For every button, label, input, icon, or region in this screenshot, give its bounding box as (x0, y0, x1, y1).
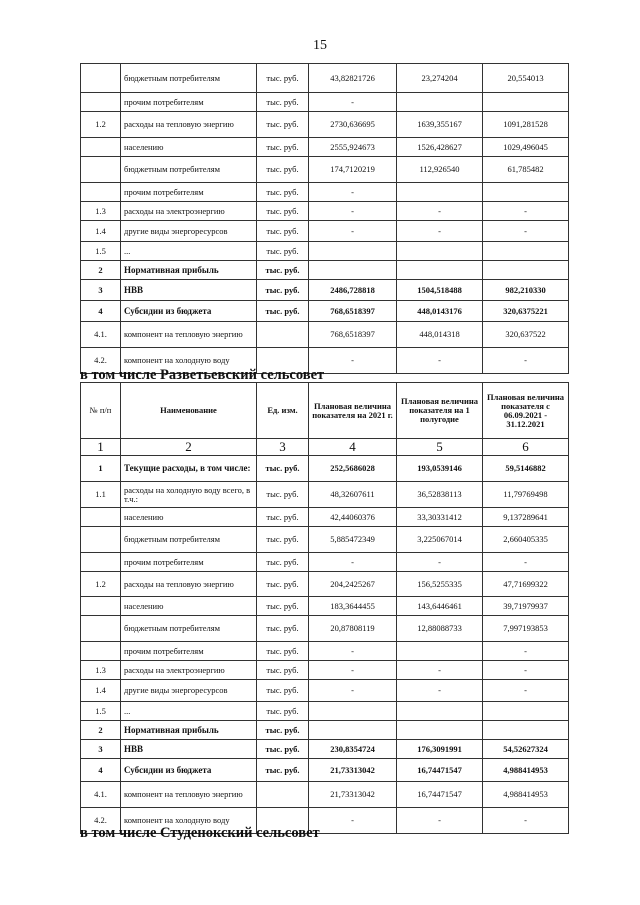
table-row (81, 527, 569, 553)
plan-half-year (397, 93, 483, 112)
header-plan-half-year: Плановая величина показателя на 1 полугодие (397, 383, 483, 439)
row-number: 4 (81, 301, 121, 322)
plan-half-year: - (397, 348, 483, 374)
row-number: 1.5 (81, 242, 121, 261)
table-row (81, 93, 569, 112)
unit: тыс. руб. (257, 242, 309, 261)
plan-sep-dec: - (483, 808, 569, 834)
plan-sep-dec: 2,660405335 (483, 527, 569, 553)
plan-2021: 2555,924673 (309, 138, 397, 157)
table-row (81, 64, 569, 93)
table-row (81, 553, 569, 572)
item-name: другие виды энергоресурсов (121, 221, 257, 242)
plan-2021 (309, 242, 397, 261)
row-number: 1.2 (81, 112, 121, 138)
row-number: 4 (81, 759, 121, 782)
table-row (81, 721, 569, 740)
item-name: ... (121, 702, 257, 721)
unit: тыс. руб. (257, 202, 309, 221)
row-number (81, 508, 121, 527)
plan-sep-dec: - (483, 642, 569, 661)
plan-half-year: - (397, 661, 483, 680)
plan-2021: 204,2425267 (309, 572, 397, 597)
plan-sep-dec (483, 702, 569, 721)
plan-half-year (397, 642, 483, 661)
item-name: другие виды энергоресурсов (121, 680, 257, 702)
item-name: расходы на холодную воду всего, в т.ч.: (121, 482, 257, 508)
column-number: 5 (397, 439, 483, 456)
plan-sep-dec (483, 93, 569, 112)
item-name: расходы на электроэнергию (121, 661, 257, 680)
plan-sep-dec: 320,6375221 (483, 301, 569, 322)
table-row (81, 280, 569, 301)
item-name: Нормативная прибыль (121, 261, 257, 280)
plan-half-year (397, 721, 483, 740)
plan-half-year: 156,5255335 (397, 572, 483, 597)
plan-half-year: 3,225067014 (397, 527, 483, 553)
table-row (81, 759, 569, 782)
row-number: 1.3 (81, 202, 121, 221)
table-row (81, 138, 569, 157)
unit: тыс. руб. (257, 721, 309, 740)
row-number (81, 553, 121, 572)
row-number: 1 (81, 456, 121, 482)
plan-sep-dec: - (483, 221, 569, 242)
unit: тыс. руб. (257, 301, 309, 322)
plan-half-year: - (397, 553, 483, 572)
unit: тыс. руб. (257, 702, 309, 721)
unit: тыс. руб. (257, 138, 309, 157)
plan-half-year: 1526,428627 (397, 138, 483, 157)
plan-2021: 252,5686028 (309, 456, 397, 482)
column-number: 6 (483, 439, 569, 456)
item-name: населению (121, 597, 257, 616)
plan-half-year: - (397, 680, 483, 702)
table-row (81, 202, 569, 221)
plan-2021: 21,73313042 (309, 759, 397, 782)
item-name: Текущие расходы, в том числе: (121, 456, 257, 482)
plan-sep-dec: 4,988414953 (483, 782, 569, 808)
row-number (81, 616, 121, 642)
plan-sep-dec: 39,71979937 (483, 597, 569, 616)
unit: тыс. руб. (257, 642, 309, 661)
plan-sep-dec: 1029,496045 (483, 138, 569, 157)
plan-half-year: 1504,518488 (397, 280, 483, 301)
unit (257, 322, 309, 348)
table-row (81, 322, 569, 348)
column-number: 2 (121, 439, 257, 456)
table-row (81, 597, 569, 616)
plan-half-year: 1639,355167 (397, 112, 483, 138)
plan-sep-dec: 320,637522 (483, 322, 569, 348)
plan-half-year: - (397, 808, 483, 834)
plan-sep-dec: 54,52627324 (483, 740, 569, 759)
row-number: 1.2 (81, 572, 121, 597)
plan-half-year (397, 702, 483, 721)
row-number: 1.4 (81, 221, 121, 242)
unit: тыс. руб. (257, 616, 309, 642)
table-header-row (81, 383, 569, 439)
plan-half-year: 36,52838113 (397, 482, 483, 508)
item-name: населению (121, 138, 257, 157)
unit: тыс. руб. (257, 64, 309, 93)
item-name: расходы на тепловую энергию (121, 112, 257, 138)
table-row (81, 112, 569, 138)
item-name: НВВ (121, 740, 257, 759)
unit: тыс. руб. (257, 482, 309, 508)
unit: тыс. руб. (257, 93, 309, 112)
unit: тыс. руб. (257, 183, 309, 202)
unit: тыс. руб. (257, 112, 309, 138)
unit: тыс. руб. (257, 527, 309, 553)
row-number: 2 (81, 261, 121, 280)
plan-half-year: 176,3091991 (397, 740, 483, 759)
plan-sep-dec: - (483, 661, 569, 680)
plan-sep-dec: - (483, 553, 569, 572)
plan-sep-dec: 59,5146882 (483, 456, 569, 482)
plan-2021 (309, 261, 397, 280)
item-name: компонент на тепловую энергию (121, 322, 257, 348)
plan-sep-dec: - (483, 348, 569, 374)
plan-2021: - (309, 221, 397, 242)
table-row (81, 782, 569, 808)
row-number: 1.5 (81, 702, 121, 721)
plan-sep-dec: 9,137289641 (483, 508, 569, 527)
plan-half-year: 33,30331412 (397, 508, 483, 527)
row-number (81, 138, 121, 157)
item-name: расходы на тепловую энергию (121, 572, 257, 597)
item-name: Субсидии из бюджета (121, 301, 257, 322)
header-num: № п/п (81, 383, 121, 439)
item-name: бюджетным потребителям (121, 64, 257, 93)
plan-sep-dec: - (483, 202, 569, 221)
plan-sep-dec (483, 242, 569, 261)
item-name: бюджетным потребителям (121, 157, 257, 183)
table-row (81, 183, 569, 202)
plan-2021 (309, 702, 397, 721)
plan-sep-dec: - (483, 680, 569, 702)
table-row (81, 157, 569, 183)
column-number: 1 (81, 439, 121, 456)
row-number: 1.4 (81, 680, 121, 702)
plan-sep-dec: 4,988414953 (483, 759, 569, 782)
plan-sep-dec: 47,71699322 (483, 572, 569, 597)
row-number: 1.3 (81, 661, 121, 680)
plan-sep-dec: 982,210330 (483, 280, 569, 301)
plan-2021: - (309, 348, 397, 374)
table-row (81, 508, 569, 527)
unit: тыс. руб. (257, 508, 309, 527)
unit: тыс. руб. (257, 680, 309, 702)
item-name: расходы на электроэнергию (121, 202, 257, 221)
item-name: компонент на холодную воду (121, 808, 257, 834)
item-name: ... (121, 242, 257, 261)
table-row (81, 661, 569, 680)
row-number (81, 527, 121, 553)
plan-2021: - (309, 680, 397, 702)
item-name: бюджетным потребителям (121, 527, 257, 553)
item-name: бюджетным потребителям (121, 616, 257, 642)
plan-half-year: - (397, 202, 483, 221)
unit: тыс. руб. (257, 740, 309, 759)
plan-2021: 21,73313042 (309, 782, 397, 808)
unit: тыс. руб. (257, 157, 309, 183)
header-plan-sep-dec: Плановая величина показателя с 06.09.2021 - 31.12.2021 (483, 383, 569, 439)
item-name: НВВ (121, 280, 257, 301)
row-number (81, 597, 121, 616)
header-plan-2021: Плановая величина показателя на 2021 г. (309, 383, 397, 439)
plan-half-year: 12,88088733 (397, 616, 483, 642)
plan-2021: 183,3644455 (309, 597, 397, 616)
plan-2021: 768,6518397 (309, 322, 397, 348)
plan-2021: - (309, 642, 397, 661)
plan-half-year (397, 242, 483, 261)
column-number: 4 (309, 439, 397, 456)
table-row (81, 680, 569, 702)
column-number-row (81, 439, 569, 456)
row-number: 4.1. (81, 782, 121, 808)
row-number (81, 93, 121, 112)
row-number: 4.1. (81, 322, 121, 348)
row-number (81, 64, 121, 93)
plan-half-year: 112,926540 (397, 157, 483, 183)
plan-2021: 42,44060376 (309, 508, 397, 527)
row-number: 3 (81, 280, 121, 301)
unit: тыс. руб. (257, 597, 309, 616)
item-name: прочим потребителям (121, 553, 257, 572)
plan-sep-dec (483, 261, 569, 280)
row-number: 1.1 (81, 482, 121, 508)
plan-sep-dec: 1091,281528 (483, 112, 569, 138)
item-name: прочим потребителям (121, 93, 257, 112)
plan-2021: - (309, 202, 397, 221)
plan-sep-dec: 7,997193853 (483, 616, 569, 642)
unit: тыс. руб. (257, 759, 309, 782)
item-name: прочим потребителям (121, 642, 257, 661)
row-number (81, 157, 121, 183)
table-row (81, 456, 569, 482)
plan-2021: 174,7120219 (309, 157, 397, 183)
plan-2021: - (309, 661, 397, 680)
column-number: 3 (257, 439, 309, 456)
plan-sep-dec: 11,79769498 (483, 482, 569, 508)
row-number: 4.2. (81, 348, 121, 374)
plan-2021: 5,885472349 (309, 527, 397, 553)
plan-half-year: 16,74471547 (397, 782, 483, 808)
table-row (81, 740, 569, 759)
item-name: прочим потребителям (121, 183, 257, 202)
item-name: населению (121, 508, 257, 527)
plan-2021: 230,8354724 (309, 740, 397, 759)
header-unit: Ед. изм. (257, 383, 309, 439)
plan-sep-dec: 61,785482 (483, 157, 569, 183)
plan-2021: 2730,636695 (309, 112, 397, 138)
plan-2021: - (309, 553, 397, 572)
table-row (81, 301, 569, 322)
header-name: Наименование (121, 383, 257, 439)
table-row (81, 261, 569, 280)
plan-half-year (397, 183, 483, 202)
item-name: компонент на холодную воду (121, 348, 257, 374)
plan-2021: 768,6518397 (309, 301, 397, 322)
table-row (81, 221, 569, 242)
unit: тыс. руб. (257, 456, 309, 482)
plan-half-year: 143,6446461 (397, 597, 483, 616)
plan-sep-dec (483, 721, 569, 740)
table-row (81, 702, 569, 721)
plan-sep-dec (483, 183, 569, 202)
budget-table-razvetyevsky (80, 382, 569, 834)
plan-half-year: 16,74471547 (397, 759, 483, 782)
page-number: 15 (313, 38, 327, 53)
plan-half-year: 193,0539146 (397, 456, 483, 482)
plan-sep-dec: 20,554013 (483, 64, 569, 93)
row-number: 3 (81, 740, 121, 759)
unit: тыс. руб. (257, 553, 309, 572)
table-row (81, 242, 569, 261)
plan-half-year (397, 261, 483, 280)
item-name: Субсидии из бюджета (121, 759, 257, 782)
plan-2021: - (309, 808, 397, 834)
plan-2021: 48,32607611 (309, 482, 397, 508)
row-number (81, 642, 121, 661)
unit: тыс. руб. (257, 221, 309, 242)
plan-half-year: 448,0143176 (397, 301, 483, 322)
budget-table-continued (80, 63, 569, 374)
table-row (81, 642, 569, 661)
plan-half-year: 448,014318 (397, 322, 483, 348)
plan-2021 (309, 721, 397, 740)
table-row (81, 572, 569, 597)
unit: тыс. руб. (257, 572, 309, 597)
plan-half-year: - (397, 221, 483, 242)
plan-2021: - (309, 93, 397, 112)
unit: тыс. руб. (257, 280, 309, 301)
table-row (81, 616, 569, 642)
plan-2021: 43,82821726 (309, 64, 397, 93)
row-number (81, 183, 121, 202)
section-heading-studenoksky: в том числе Студенокский сельсовет (80, 825, 320, 841)
section-heading-razvetyevsky: в том числе Разветьевский сельсовет (80, 367, 325, 383)
row-number: 4.2. (81, 808, 121, 834)
plan-half-year: 23,274204 (397, 64, 483, 93)
plan-2021: 2486,728818 (309, 280, 397, 301)
unit (257, 782, 309, 808)
table-row (81, 482, 569, 508)
item-name: компонент на тепловую энергию (121, 782, 257, 808)
plan-2021: - (309, 183, 397, 202)
plan-2021: 20,87808119 (309, 616, 397, 642)
unit: тыс. руб. (257, 261, 309, 280)
unit: тыс. руб. (257, 661, 309, 680)
row-number: 2 (81, 721, 121, 740)
item-name: Нормативная прибыль (121, 721, 257, 740)
